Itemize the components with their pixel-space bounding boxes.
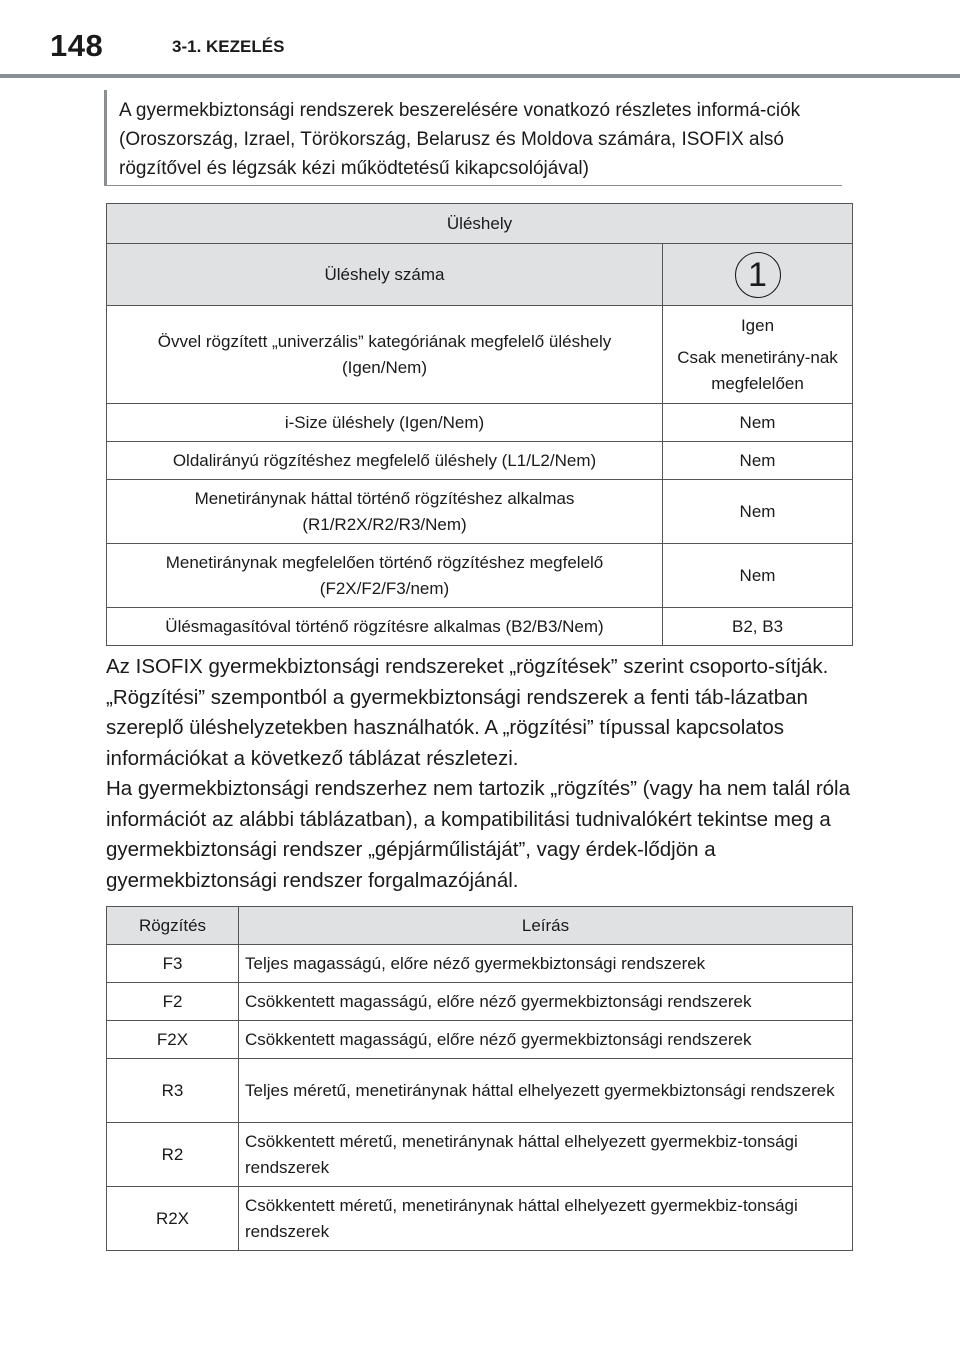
page-header xyxy=(0,0,960,80)
body-paragraph: Ha gyermekbiztonsági rendszerhez nem tartozik „rögzítés” (vagy ha nem talál róla információt az alábbi táblázatban), a kompatibilitási tudnivalókért tekintse meg a gyermekbiztonsági rendszer „gépjárműlistáját”, vagy érdek-lődjön a gyermekbiztonsági rendszer forgalmazójánál. xyxy=(106,777,851,892)
description-col-header: Leírás xyxy=(239,907,853,945)
table-row xyxy=(107,480,853,544)
section-title: 3-1. KEZELÉS xyxy=(172,37,285,56)
fixation-code: F3 xyxy=(107,945,239,983)
row-value-line: Igen xyxy=(740,315,775,335)
body-text xyxy=(106,652,858,896)
fixation-table xyxy=(106,906,853,1251)
fixation-code: F2X xyxy=(107,1021,239,1059)
row-label: Menetiránynak megfelelően történő rögzítéshez megfelelő (F2X/F2/F3/nem) xyxy=(107,544,663,608)
row-label: Övvel rögzített „univerzális” kategóriának megfelelő üléshely (Igen/Nem) xyxy=(107,306,663,404)
table-row xyxy=(107,306,853,404)
seat-table xyxy=(106,203,853,646)
row-value-line: Csak menetirány-nak megfelelően xyxy=(677,347,838,393)
fixation-description: Csökkentett méretű, menetiránynak háttal elhelyezett gyermekbiz-tonsági rendszerek xyxy=(239,1123,853,1187)
row-value xyxy=(663,306,853,404)
body-paragraph: Az ISOFIX gyermekbiztonsági rendszereket „rögzítések” szerint csoporto-sítják. „Rögzítési” szempontból a gyermekbiztonsági rendszerek a fenti táb-lázatban szereplő üléshelyzetekben használhatók. A „rögzítési” típussal kapcsolatos információkat a következő táblázat részletezi. xyxy=(106,655,829,770)
intro-text: A gyermekbiztonsági rendszerek beszerelésére vonatkozó részletes informá-ciók (Oroszország, Izrael, Törökország, Belarusz és Moldova számára, ISOFIX alsó rögzítővel és légzsák kézi működtetésű kikapcsolójával) xyxy=(119,100,801,179)
table-row xyxy=(107,544,853,608)
fixation-col-header: Rögzítés xyxy=(107,907,239,945)
row-value: Nem xyxy=(663,544,853,608)
fixation-description: Csökkentett magasságú, előre néző gyermekbiztonsági rendszerek xyxy=(239,983,853,1021)
row-value: Nem xyxy=(663,442,853,480)
table-row xyxy=(107,945,853,983)
fixation-description: Teljes magasságú, előre néző gyermekbiztonsági rendszerek xyxy=(239,945,853,983)
table-row xyxy=(107,404,853,442)
intro-box xyxy=(104,90,842,186)
fixation-description: Csökkentett méretű, menetiránynak háttal elhelyezett gyermekbiz-tonsági rendszerek xyxy=(239,1187,853,1251)
table-row xyxy=(107,983,853,1021)
fixation-description: Csökkentett magasságú, előre néző gyermekbiztonsági rendszerek xyxy=(239,1021,853,1059)
fixation-code: R2X xyxy=(107,1187,239,1251)
row-label: Ülésmagasítóval történő rögzítésre alkalmas (B2/B3/Nem) xyxy=(107,608,663,646)
table-row xyxy=(107,1123,853,1187)
page-number: 148 xyxy=(50,28,104,63)
seat-number-cell xyxy=(663,244,853,306)
table-row xyxy=(107,1059,853,1123)
row-value: Nem xyxy=(663,404,853,442)
fixation-code: R2 xyxy=(107,1123,239,1187)
row-label: Oldalirányú rögzítéshez megfelelő üléshely (L1/L2/Nem) xyxy=(107,442,663,480)
seat-number-badge: 1 xyxy=(735,252,781,298)
seat-number-label: Üléshely száma xyxy=(107,244,663,306)
fixation-description: Teljes méretű, menetiránynak háttal elhelyezett gyermekbiztonsági rendszerek xyxy=(239,1059,853,1123)
table-row xyxy=(107,442,853,480)
header-divider xyxy=(0,74,960,78)
row-label: Menetiránynak háttal történő rögzítéshez alkalmas (R1/R2X/R2/R3/Nem) xyxy=(107,480,663,544)
row-value: B2, B3 xyxy=(663,608,853,646)
seat-table-header: Üléshely xyxy=(107,204,853,244)
fixation-table-header-row xyxy=(107,907,853,945)
seat-table-header-row xyxy=(107,204,853,244)
table-row xyxy=(107,1021,853,1059)
fixation-code: F2 xyxy=(107,983,239,1021)
seat-number-row xyxy=(107,244,853,306)
row-label: i-Size üléshely (Igen/Nem) xyxy=(107,404,663,442)
table-row xyxy=(107,1187,853,1251)
fixation-code: R3 xyxy=(107,1059,239,1123)
table-row xyxy=(107,608,853,646)
row-value: Nem xyxy=(663,480,853,544)
